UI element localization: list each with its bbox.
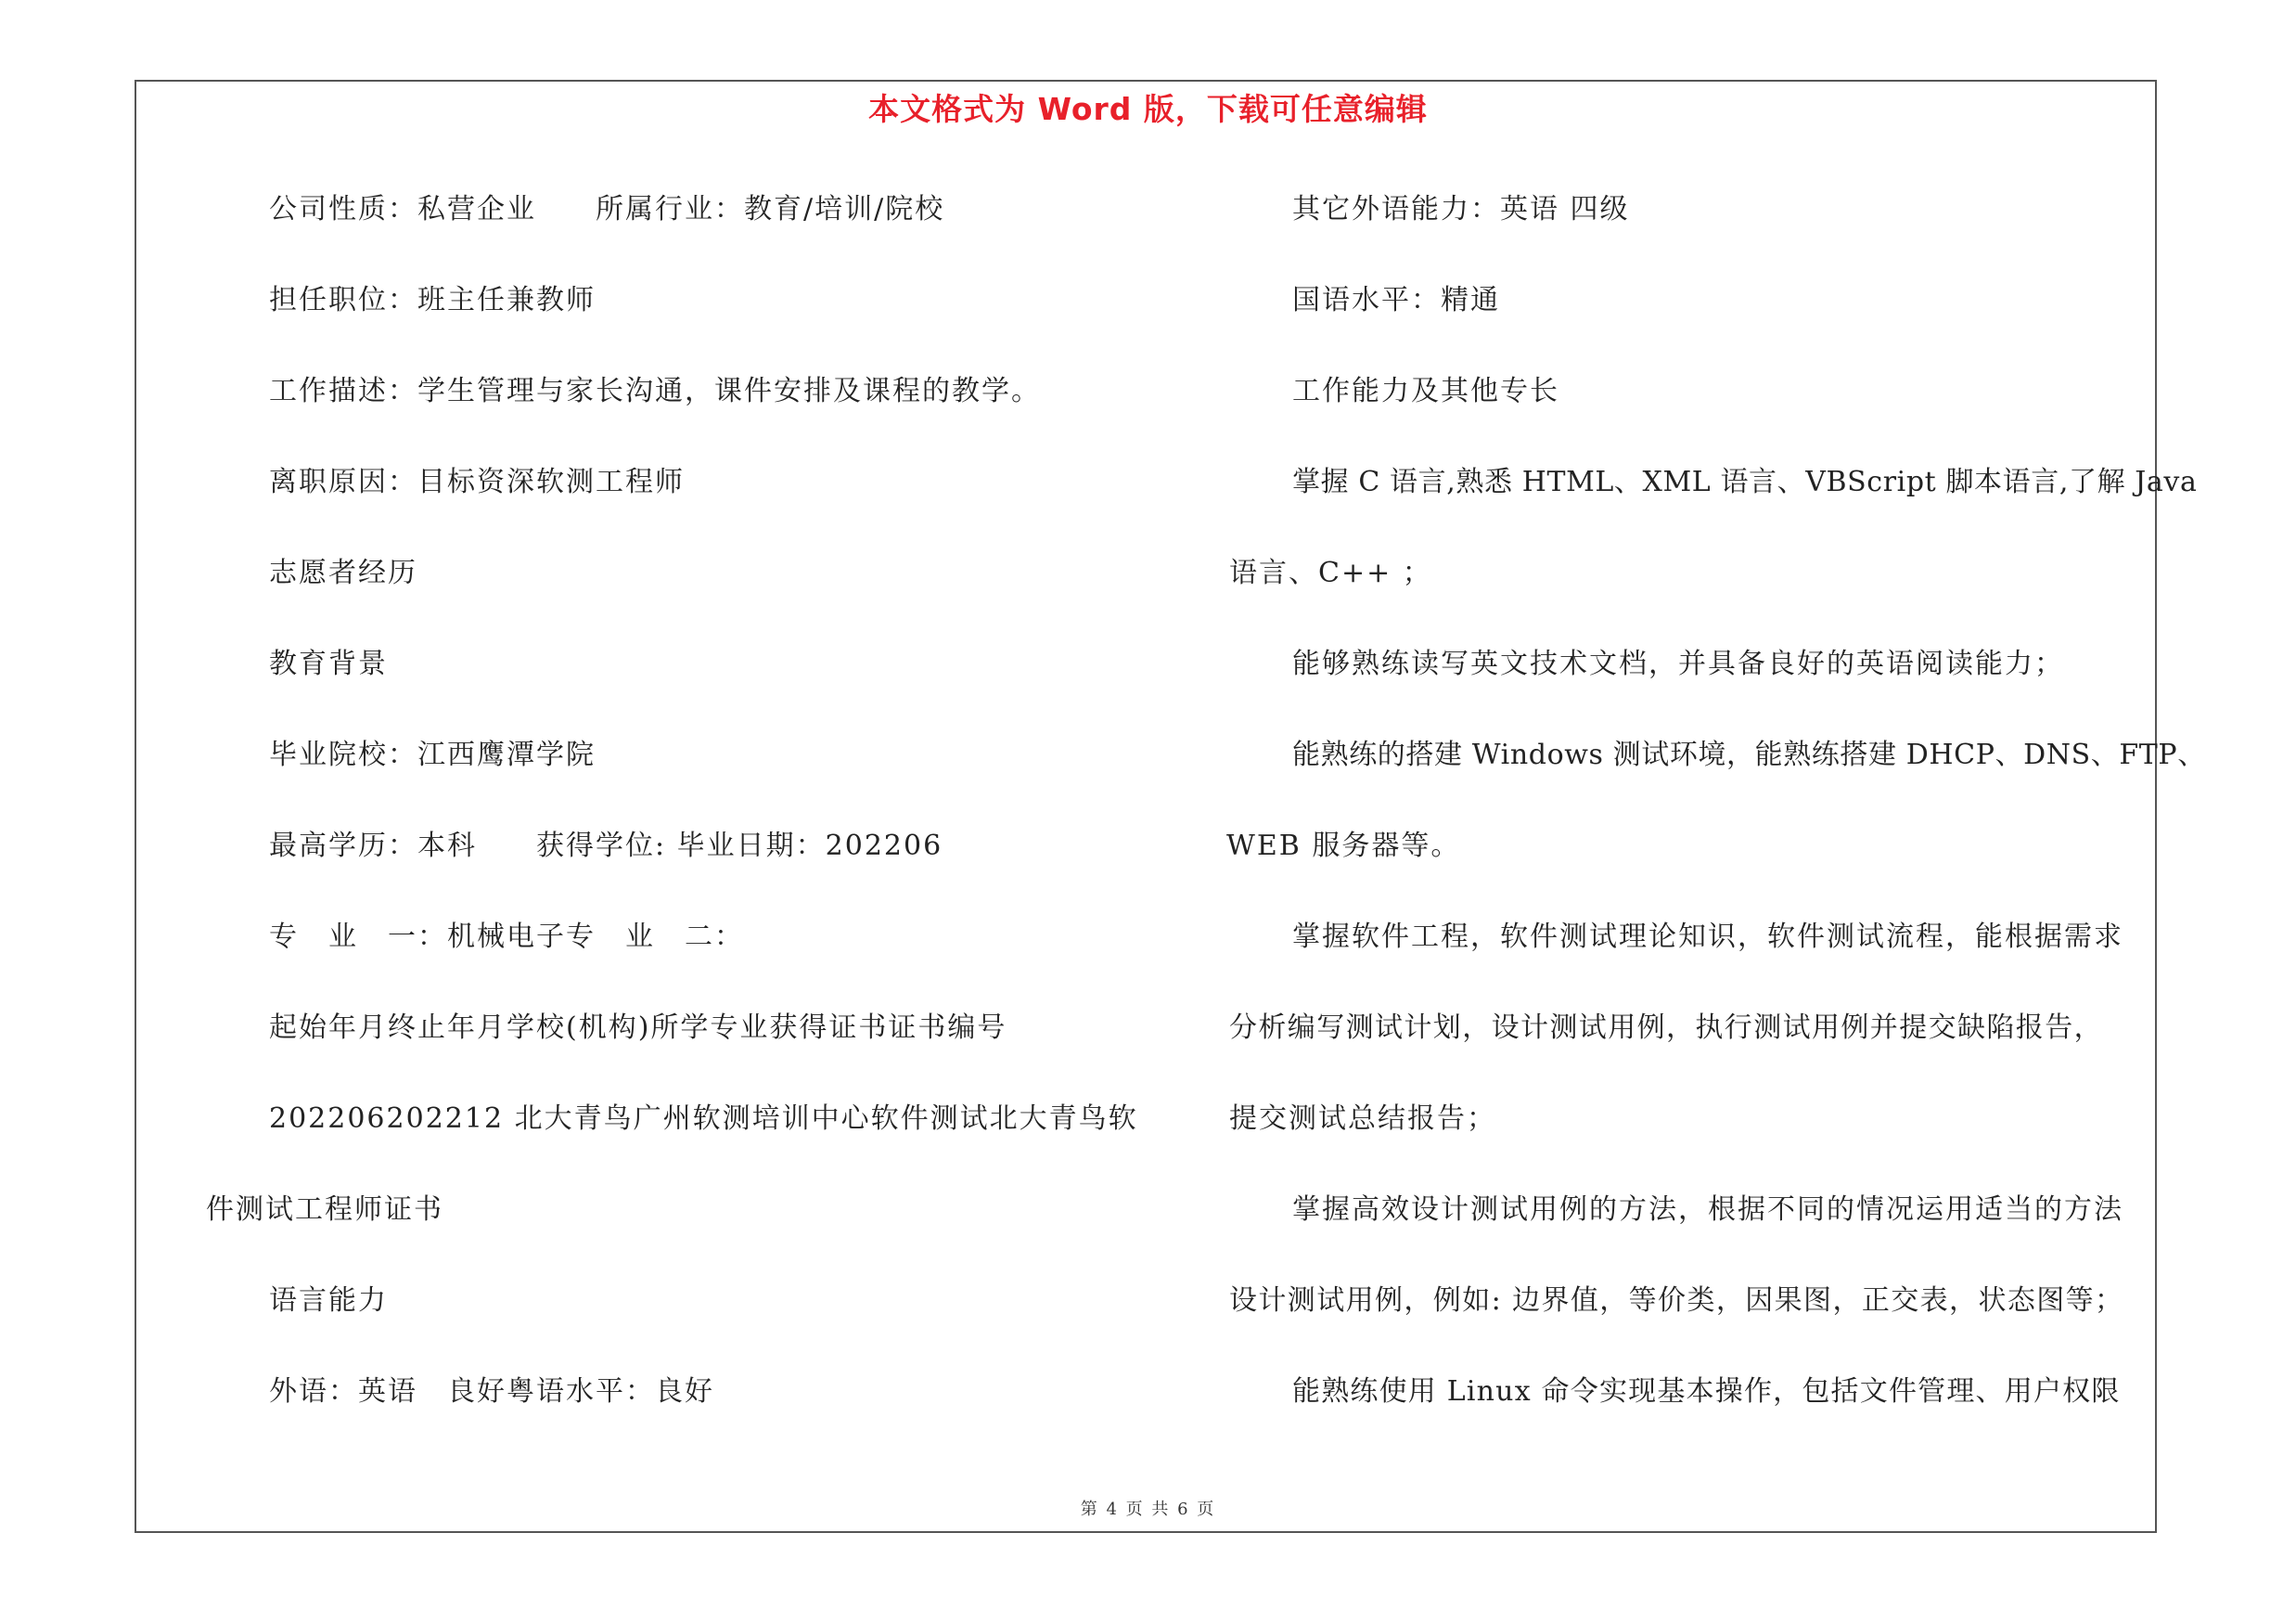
graduate-school-line: 毕业院校：江西鹰潭学院 <box>269 739 596 771</box>
volunteer-heading: 志愿者经历 <box>269 557 417 589</box>
skill-test-design-line: 掌握高效设计测试用例的方法，根据不同的情况运用适当的方法 <box>1292 1193 2123 1226</box>
word-format-banner: 本文格式为 Word 版，下载可任意编辑 <box>868 91 1428 127</box>
skill-testing-theory-line: 掌握软件工程，软件测试理论知识，软件测试流程，能根据需求 <box>1292 921 2123 953</box>
skill-testing-theory-continued: 分析编写测试计划，设计测试用例，执行测试用例并提交缺陷报告， <box>1229 1011 2103 1044</box>
page-number-footer: 第 4 页 共 6 页 <box>1080 1500 1216 1519</box>
education-heading: 教育背景 <box>269 648 388 680</box>
skill-programming-line: 掌握 C 语言,熟悉 HTML、XML 语言、VBScript 脚本语言,了解 Java <box>1292 466 2198 498</box>
skill-test-design-continued: 设计测试用例，例如: 边界值，等价类，因果图，正交表，状态图等； <box>1229 1284 2124 1317</box>
major-line: 专 业 一：机械电子专 业 二： <box>269 921 744 953</box>
skill-environment-line: 能熟练的搭建 Windows 测试环境，能熟练搭建 DHCP、DNS、FTP、 <box>1292 739 2206 771</box>
language-heading: 语言能力 <box>269 1284 388 1317</box>
position-line: 担任职位：班主任兼教师 <box>269 284 596 316</box>
company-nature-line: 公司性质：私营企业 所属行业：教育/培训/院校 <box>269 193 945 225</box>
skills-heading: 工作能力及其他专长 <box>1292 375 1559 407</box>
training-record-line: 202206202212 北大青鸟广州软测培训中心软件测试北大青鸟软 <box>269 1102 1138 1135</box>
mandarin-line: 国语水平：精通 <box>1292 284 1500 316</box>
other-language-line: 其它外语能力：英语 四级 <box>1292 193 1630 225</box>
job-description-line: 工作描述：学生管理与家长沟通，课件安排及课程的教学。 <box>269 375 1041 407</box>
foreign-language-line: 外语：英语 良好粤语水平：良好 <box>269 1375 714 1408</box>
skill-testing-theory-end: 提交测试总结报告； <box>1229 1102 1496 1135</box>
skill-programming-continued: 语言、C++ ； <box>1229 557 1432 589</box>
skill-english-docs-line: 能够熟练读写英文技术文档，并具备良好的英语阅读能力； <box>1292 648 2064 680</box>
leaving-reason-line: 离职原因：目标资深软测工程师 <box>269 466 685 498</box>
training-record-continued: 件测试工程师证书 <box>206 1193 443 1226</box>
skill-environment-continued: WEB 服务器等。 <box>1226 830 1461 862</box>
training-header-line: 起始年月终止年月学校(机构)所学专业获得证书证书编号 <box>269 1011 1007 1044</box>
skill-linux-line: 能熟练使用 Linux 命令实现基本操作，包括文件管理、用户权限 <box>1292 1375 2121 1408</box>
highest-degree-line: 最高学历：本科 获得学位: 毕业日期：202206 <box>269 830 943 862</box>
